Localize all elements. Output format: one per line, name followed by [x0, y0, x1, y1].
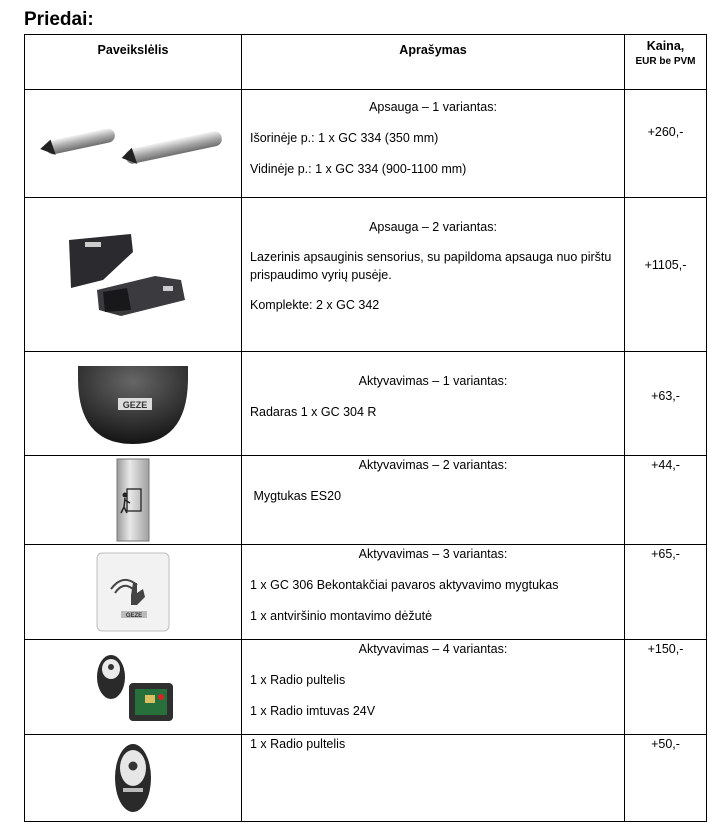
- remote-fob-icon: [108, 740, 158, 816]
- image-cell: [25, 352, 242, 456]
- description-cell: [242, 352, 625, 456]
- price-value: +65,-: [651, 547, 680, 561]
- table-row: [25, 90, 707, 198]
- description-line: 1 x Radio pultelis: [250, 737, 346, 751]
- table-row: [25, 352, 707, 456]
- variant-title: Aktyvavimas – 3 variantas:: [358, 547, 508, 561]
- variant-title: Apsauga – 1 variantas:: [369, 100, 497, 114]
- description-line: Mygtukas ES20: [250, 489, 342, 503]
- variant-title: Apsauga – 2 variantas:: [369, 220, 497, 234]
- image-cell: [25, 198, 242, 352]
- description-line: 1 x GC 306 Bekontakčiai pavaros aktyvavimo mygtukas: [250, 578, 559, 592]
- price-cell: [625, 352, 707, 456]
- image-cell: [25, 735, 242, 822]
- variant-title: Aktyvavimas – 2 variantas:: [358, 458, 508, 472]
- price-cell: [625, 545, 707, 640]
- radar-icon: [68, 358, 198, 450]
- laser-sensor-icon: [63, 230, 203, 320]
- price-cell: [625, 90, 707, 198]
- header-price-main: Kaina,: [646, 39, 685, 53]
- image-cell: [25, 545, 242, 640]
- sensor-bars-icon: [38, 119, 228, 169]
- contactless-switch-icon: [93, 549, 173, 635]
- remote-receiver-icon: [83, 647, 183, 727]
- table-row: [25, 198, 707, 352]
- header-image: Paveikslėlis: [25, 35, 242, 90]
- description-line: Vidinėje p.: 1 x GC 334 (900-1100 mm): [250, 162, 467, 176]
- description-line: 1 x Radio pultelis: [250, 673, 346, 687]
- description-cell: [242, 90, 625, 198]
- header-description: Aprašymas: [242, 35, 625, 90]
- description-line: Išorinėje p.: 1 x GC 334 (350 mm): [250, 131, 439, 145]
- description-cell: [242, 640, 625, 735]
- switch-logo-text: GEZE: [125, 613, 143, 619]
- description-line: Lazerinis apsauginis sensorius, su papildoma apsauga nuo pirštu prispaudimo vyrių pusėje.: [250, 250, 612, 282]
- table-header-row: [25, 35, 707, 90]
- description-line: 1 x antviršinio montavimo dėžutė: [250, 609, 433, 623]
- variant-title: Aktyvavimas – 1 variantas:: [358, 374, 508, 388]
- image-cell: [25, 90, 242, 198]
- push-button-icon: [113, 457, 153, 543]
- price-value: +44,-: [651, 458, 680, 472]
- table-row: [25, 545, 707, 640]
- price-value: +63,-: [651, 389, 680, 403]
- variant-title: Aktyvavimas – 4 variantas:: [358, 642, 508, 656]
- header-price: [625, 35, 707, 90]
- price-value: +50,-: [651, 737, 680, 751]
- description-cell: [242, 198, 625, 352]
- description-cell: [242, 545, 625, 640]
- header-price-sub: EUR be PVM: [635, 56, 696, 67]
- price-value: +150,-: [647, 642, 684, 656]
- price-value: +260,-: [647, 125, 684, 139]
- price-cell: [625, 198, 707, 352]
- price-value: +1105,-: [644, 258, 687, 272]
- price-cell: [625, 640, 707, 735]
- accessories-table: [24, 34, 707, 822]
- price-cell: [625, 735, 707, 822]
- table-row: [25, 640, 707, 735]
- table-row: [25, 735, 707, 822]
- description-line: 1 x Radio imtuvas 24V: [250, 704, 376, 718]
- price-cell: [625, 456, 707, 545]
- table-row: [25, 456, 707, 545]
- description-cell: [242, 735, 625, 822]
- description-line: Komplekte: 2 x GC 342: [250, 298, 380, 312]
- image-cell: [25, 456, 242, 545]
- page-title: Priedai:: [24, 9, 94, 30]
- description-cell: [242, 456, 625, 545]
- description-line: Radaras 1 x GC 304 R: [250, 405, 377, 419]
- radar-logo-text: GEZE: [122, 399, 148, 410]
- image-cell: [25, 640, 242, 735]
